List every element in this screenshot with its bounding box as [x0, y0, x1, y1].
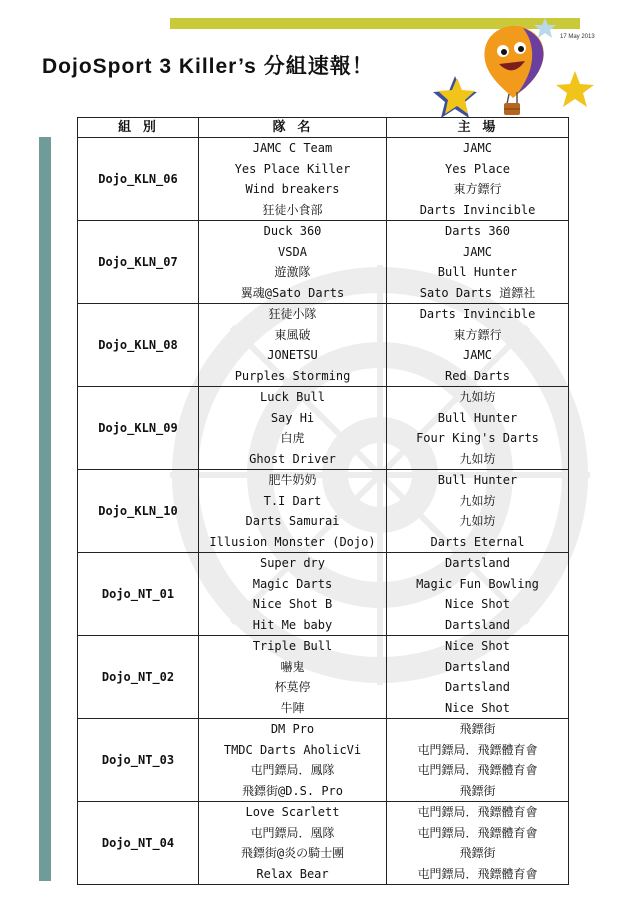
venue-name: 九如坊 — [459, 390, 496, 404]
team-name: 翼魂@Sato Darts — [240, 285, 345, 300]
team-name: 肥牛奶奶 — [268, 473, 317, 487]
team-name: Duck 360 — [263, 224, 322, 238]
venue-list — [387, 553, 569, 636]
venue-name: JAMC — [463, 348, 492, 362]
team-name: 飛鏢街@D.S. Pro — [241, 783, 344, 798]
team-name: Love Scarlett — [245, 805, 340, 819]
team-name: 屯門鏢局．鳳隊 — [250, 763, 335, 777]
team-name: 狂徒小食部 — [262, 202, 323, 217]
team-name: Say Hi — [270, 410, 315, 425]
venue-name: 九如坊 — [459, 514, 496, 528]
table-row — [78, 553, 569, 636]
venue-name: Dartsland — [444, 617, 511, 632]
team-name: 狂徒小隊 — [268, 307, 317, 321]
table-row — [78, 802, 569, 885]
venue-list — [387, 470, 569, 553]
team-name: Darts Samurai — [245, 514, 340, 528]
team-list — [199, 553, 387, 636]
venue-list — [387, 387, 569, 470]
team-name: Ghost Driver — [249, 451, 336, 466]
table-row — [78, 221, 569, 304]
venue-name: 屯門鏢局．飛鏢體育會 — [417, 866, 538, 881]
group-name: Dojo_KLN_07 — [78, 221, 199, 304]
table-row — [78, 636, 569, 719]
team-name: 牛陣 — [280, 700, 305, 715]
team-name: 飛鏢街@炎の騎士團 — [240, 846, 345, 860]
team-name: VSDA — [278, 244, 307, 259]
team-name: JONETSU — [267, 348, 318, 362]
team-name: Nice Shot B — [252, 597, 333, 611]
team-name: JAMC C Team — [252, 141, 333, 155]
venue-name: Bull Hunter — [437, 473, 518, 487]
table-row — [78, 304, 569, 387]
column-header-group: 組 別 — [78, 118, 199, 138]
group-name: Dojo_NT_02 — [78, 636, 199, 719]
balloon-mascot-icon — [425, 16, 600, 126]
team-list — [199, 387, 387, 470]
venue-name: 飛鏢街 — [459, 783, 496, 798]
team-name: 嚇鬼 — [280, 659, 305, 674]
column-header-team: 隊 名 — [199, 118, 387, 138]
team-name: Hit Me baby — [252, 617, 333, 632]
group-name: Dojo_NT_01 — [78, 553, 199, 636]
team-name: 屯門鏢局．凰隊 — [250, 825, 335, 840]
venue-list — [387, 802, 569, 885]
venue-name: 九如坊 — [459, 493, 496, 508]
team-name: Triple Bull — [252, 639, 333, 653]
team-name: Yes Place Killer — [234, 161, 351, 176]
team-list — [199, 138, 387, 221]
team-name: Purples Storming — [234, 368, 351, 383]
team-name: 杯莫停 — [274, 680, 311, 694]
venue-name: Bull Hunter — [437, 265, 518, 279]
table-row — [78, 138, 569, 221]
venue-name: Sato Darts 道鏢社 — [419, 285, 536, 300]
venue-name: 東方鏢行 — [453, 327, 502, 342]
venue-name: Dartsland — [444, 680, 511, 694]
date-label: 17 May 2013 — [560, 34, 595, 40]
team-list — [199, 802, 387, 885]
venue-name: Nice Shot — [444, 639, 511, 653]
venue-name: Nice Shot — [444, 700, 511, 715]
venue-name: Darts 360 — [444, 224, 511, 238]
group-name: Dojo_KLN_09 — [78, 387, 199, 470]
venue-name: 屯門鏢局．飛鏢體育會 — [417, 742, 538, 757]
venue-name: Darts Eternal — [430, 534, 525, 549]
venue-name: 屯門鏢局．飛鏢體育會 — [417, 763, 538, 777]
venue-name: 屯門鏢局．飛鏢體育會 — [417, 825, 538, 840]
venue-list — [387, 636, 569, 719]
venue-name: Nice Shot — [444, 597, 511, 611]
venue-name: 屯門鏢局．飛鏢體育會 — [417, 805, 538, 819]
venue-name: Four King's Darts — [416, 431, 539, 445]
venue-name: 飛鏢街 — [459, 722, 496, 736]
venue-name: Yes Place — [444, 161, 511, 176]
group-name: Dojo_NT_04 — [78, 802, 199, 885]
venue-name: Red Darts — [444, 368, 511, 383]
venue-name: Dartsland — [444, 556, 511, 570]
group-name: Dojo_KLN_06 — [78, 138, 199, 221]
team-list — [199, 719, 387, 802]
team-list — [199, 470, 387, 553]
table-row — [78, 470, 569, 553]
table-row — [78, 719, 569, 802]
group-name: Dojo_KLN_10 — [78, 470, 199, 553]
column-header-venue: 主 場 — [387, 118, 569, 138]
venue-name: Dartsland — [444, 659, 511, 674]
team-list — [199, 304, 387, 387]
venue-name: JAMC — [463, 141, 492, 155]
team-name: 白虎 — [280, 431, 305, 445]
team-name: Luck Bull — [259, 390, 326, 404]
group-table — [77, 117, 569, 885]
venue-name: Darts Invincible — [419, 202, 536, 217]
team-list — [199, 636, 387, 719]
team-name: TMDC Darts AholicVi — [223, 742, 362, 757]
venue-name: Darts Invincible — [419, 307, 536, 321]
team-name: DM Pro — [270, 722, 315, 736]
venue-list — [387, 719, 569, 802]
table-header-row — [78, 118, 569, 138]
team-name: 遊激隊 — [274, 265, 311, 279]
side-accent-bar — [39, 137, 51, 881]
team-name: Relax Bear — [256, 866, 329, 881]
team-name: Magic Darts — [252, 576, 333, 591]
venue-name: 東方鏢行 — [453, 182, 502, 196]
team-name: Wind breakers — [245, 182, 340, 196]
team-name: Illusion Monster (Dojo) — [209, 534, 376, 549]
group-name: Dojo_KLN_08 — [78, 304, 199, 387]
team-name: T.I Dart — [263, 493, 322, 508]
venue-list — [387, 304, 569, 387]
venue-name: Magic Fun Bowling — [416, 576, 539, 591]
group-name: Dojo_NT_03 — [78, 719, 199, 802]
team-list — [199, 221, 387, 304]
table-row — [78, 387, 569, 470]
team-name: Super dry — [259, 556, 326, 570]
venue-name: 飛鏢街 — [459, 846, 496, 860]
venue-list — [387, 138, 569, 221]
venue-name: Bull Hunter — [437, 410, 518, 425]
page-title: DojoSport 3 Killer’s 分組速報！ — [42, 55, 374, 78]
venue-name: JAMC — [463, 244, 492, 259]
venue-list — [387, 221, 569, 304]
team-name: 東風破 — [274, 327, 311, 342]
venue-name: 九如坊 — [459, 451, 496, 466]
